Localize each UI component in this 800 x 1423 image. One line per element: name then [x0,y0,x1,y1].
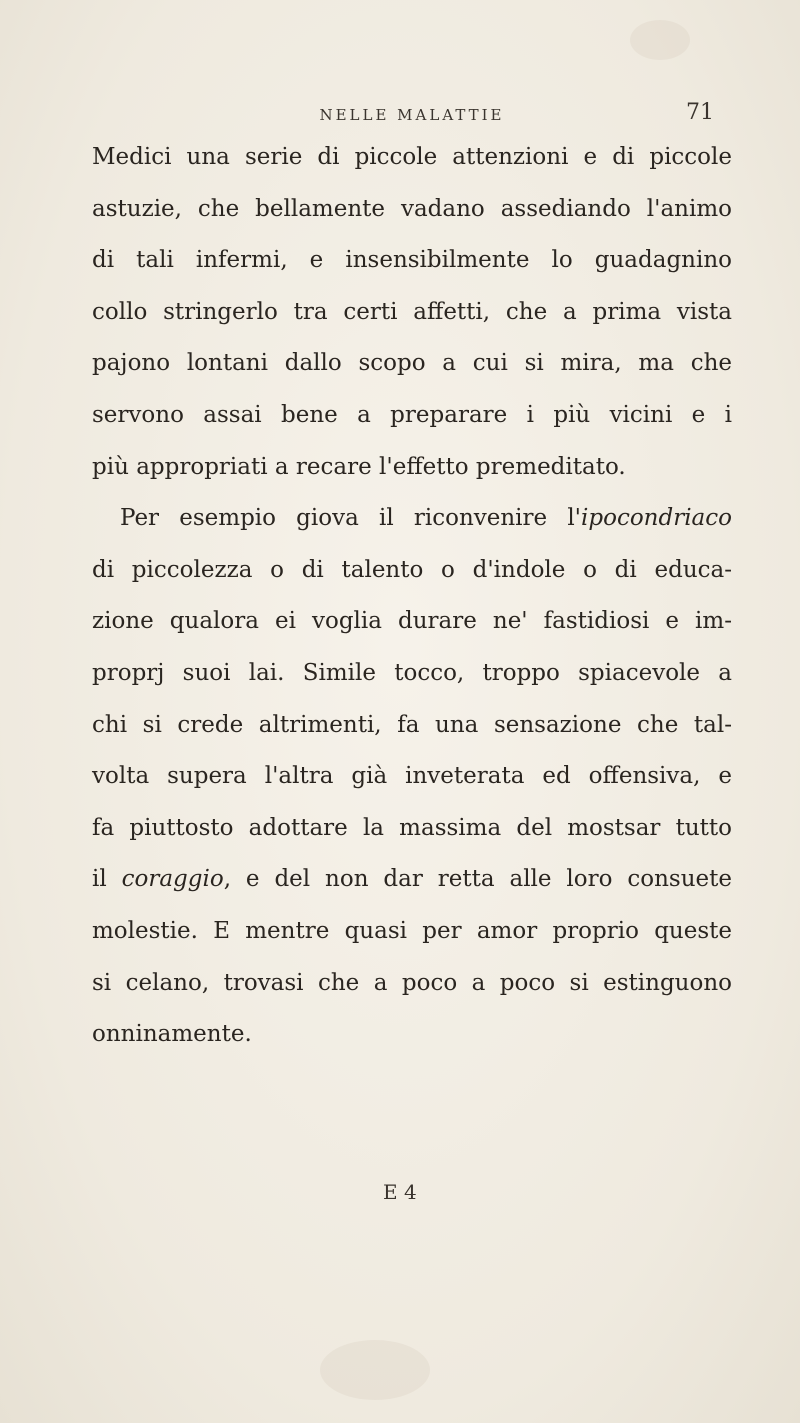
text-line: Medici una serie di piccole attenzioni e di piccole [92,144,732,170]
text-line: pajono lontani dallo scopo a cui si mira, ma che [92,350,732,377]
text-line: fa piuttosto adottare la massima del mostsar tutto [92,814,732,841]
text-line: di piccolezza o di talento o d'indole o di educa- [92,556,732,583]
text-line: più appropriati a recare l'effetto premeditato. [92,453,626,480]
text-line: volta supera l'altra già inveterata ed offensiva, e [92,763,732,790]
paper-stain [320,1340,430,1400]
text-line: zione qualora ei voglia durare ne' fastidiosi e im- [92,608,732,635]
paper-stain [630,20,690,60]
text-line: chi si crede altrimenti, fa una sensazione che tal- [92,711,732,738]
text-line: astuzie, che bellamente vadano assediando l'animo [92,195,732,222]
text-run: , e del non dar retta alle loro consuete [223,866,732,893]
text-line: si celano, trovasi che a poco a poco si estinguono [92,969,732,996]
running-head: NELLE MALATTIE [319,106,505,124]
page-header [92,100,732,136]
text-line: servono assai bene a preparare i più vicini e i [92,401,732,428]
text-line: molestie. E mentre quasi per amor proprio queste [92,917,732,944]
italic-term: ipocondriaco [581,505,732,532]
signature-mark: E 4 [383,1180,417,1204]
text-line: onninamente. [92,1021,252,1048]
page-number: 71 [686,100,714,125]
text-line [92,493,732,545]
text-run: il [92,866,122,893]
text-run: Per esempio giova il riconvenire l' [120,505,582,532]
text-line: di tali infermi, e insensibilmente lo guadagnino [92,247,732,274]
text-line: collo stringerlo tra certi affetti, che a prima vista [92,298,732,325]
italic-term: coraggio [121,866,224,893]
text-line: proprj suoi lai. Simile tocco, troppo spiacevole a [92,659,732,686]
text-line [92,854,732,906]
body-text [92,132,732,1061]
